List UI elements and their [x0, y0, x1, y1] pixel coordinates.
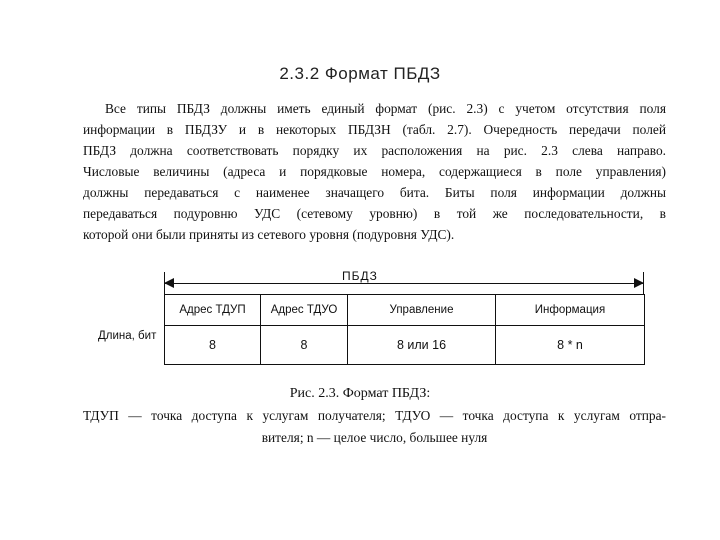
- table-row: [165, 326, 645, 365]
- arrow-right-icon: [634, 278, 644, 288]
- frame-label: ПБДЗ: [338, 269, 382, 283]
- section-heading: 2.3.2 Формат ПБДЗ: [279, 64, 441, 83]
- figure-caption-title: Рис. 2.3. Формат ПБДЗ:: [289, 386, 431, 401]
- figure-caption: [83, 405, 666, 449]
- row-label-length: Длина, бит: [98, 330, 157, 342]
- frame-span-line: [165, 283, 643, 284]
- paragraph-line: Числовые величины (адреса и порядковые номера, содержащиеся в поле управления): [83, 164, 666, 179]
- caption-line: ТДУП — точка доступа к услугам получателя; ТДУО — точка доступа к услугам отпра-: [83, 408, 666, 423]
- paragraph-line: информации в ПБДЗУ и в некоторых ПБДЗН (табл. 2.7). Очередность передачи полей: [83, 122, 666, 137]
- arrow-left-icon: [164, 278, 174, 288]
- table-header-row: [165, 295, 645, 326]
- caption-line: вителя; n — целое число, большее нуля: [261, 430, 488, 445]
- frame-format-table: [164, 294, 645, 365]
- field-name-cell: Информация: [496, 295, 645, 326]
- paragraph-line: Все типы ПБДЗ должны иметь единый формат (рис. 2.3) с учетом отсутствия поля: [105, 101, 666, 116]
- field-length-cell: 8 * n: [496, 326, 645, 365]
- field-length-cell: 8 или 16: [348, 326, 496, 365]
- field-name-cell: Адрес ТДУО: [261, 295, 348, 326]
- field-length-cell: 8: [165, 326, 261, 365]
- field-length-cell: 8: [261, 326, 348, 365]
- field-name-cell: Управление: [348, 295, 496, 326]
- paragraph-line: передаваться подуровню УДС (сетевому уровню) в той же последовательности, в: [83, 206, 666, 221]
- field-name-cell: Адрес ТДУП: [165, 295, 261, 326]
- paragraph-line: ПБДЗ должна соответствовать порядку их расположения на рис. 2.3 слева направо.: [83, 143, 666, 158]
- body-paragraph: [83, 98, 666, 245]
- paragraph-line: должны передаваться с наименее значащего бита. Биты поля информации должны: [83, 185, 666, 200]
- paragraph-line: которой они были приняты из сетевого уровня (подуровня УДС).: [83, 227, 455, 242]
